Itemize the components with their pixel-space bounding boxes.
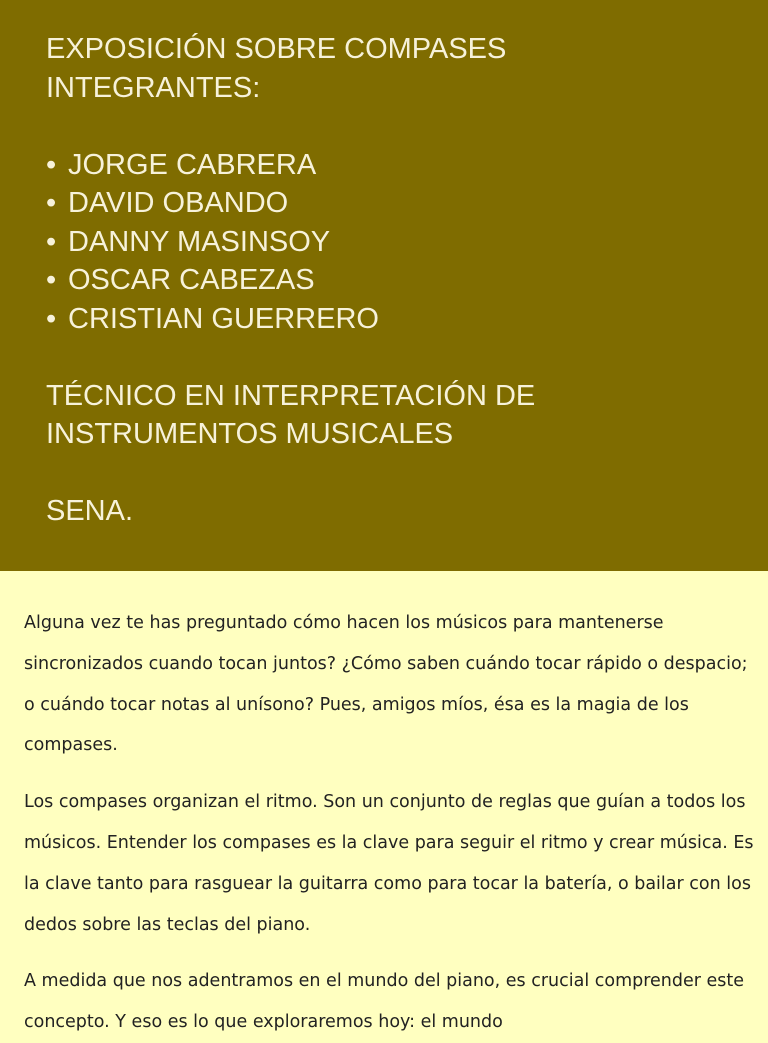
bullet-icon: • — [46, 225, 57, 258]
member-item — [46, 146, 722, 185]
article-paragraph-2: Los compases organizan el ritmo. Son un conjunto de reglas que guían a todos los músicos. Entender los compases es la clave para seguir el ritmo y crear música. Es la clave tanto para rasguear la guitarra como para tocar la batería, o bailar con los dedos sobre las teclas del piano. — [24, 792, 754, 935]
article-paragraph-1: Alguna vez te has preguntado cómo hacen los músicos para mantenerse sincronizados cuando tocan juntos? ¿Cómo saben cuándo tocar rápido o despacio; o cuándo tocar notas al unísono? Pues, amigos míos, ésa es la magia de los compases. — [24, 613, 748, 756]
article-paragraph-3: A medida que nos adentramos en el mundo del piano, es crucial comprender este concepto. Y eso es lo que exploraremos hoy: el mundo — [24, 971, 745, 1033]
program-line-1: TÉCNICO EN INTERPRETACIÓN DE — [46, 379, 536, 412]
member-item — [46, 223, 722, 262]
article-body — [0, 571, 768, 1033]
member-name: JORGE CABRERA — [68, 148, 317, 181]
title-line-2: INTEGRANTES: — [46, 71, 261, 104]
bullet-icon: • — [46, 264, 57, 296]
bullet-icon: • — [46, 302, 57, 335]
spacer — [46, 454, 722, 493]
member-item — [46, 184, 722, 223]
spacer — [46, 107, 722, 146]
bullet-icon: • — [46, 148, 57, 181]
member-name: DANNY MASINSOY — [68, 225, 331, 258]
member-item — [46, 261, 722, 300]
program-line-2: INSTRUMENTOS MUSICALES — [46, 418, 454, 450]
member-name: CRISTIAN GUERRERO — [68, 302, 379, 335]
member-name: DAVID OBANDO — [68, 187, 289, 219]
title-line-1: EXPOSICIÓN SOBRE COMPASES — [46, 33, 507, 65]
member-name: OSCAR CABEZAS — [68, 264, 315, 296]
members-list — [46, 146, 722, 339]
institution-name: SENA. — [46, 495, 134, 527]
spacer — [46, 338, 722, 377]
bullet-icon: • — [46, 187, 57, 219]
member-item — [46, 300, 722, 339]
